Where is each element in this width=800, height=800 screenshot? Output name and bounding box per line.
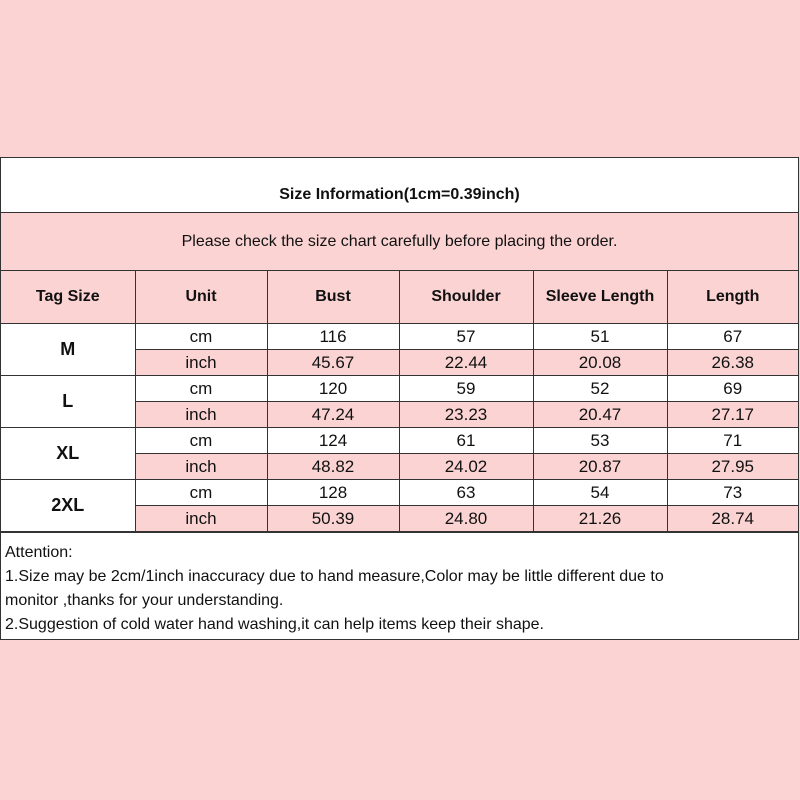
- bust-cell: 48.82: [267, 454, 399, 480]
- sleeve-length-cell: 21.26: [533, 506, 667, 532]
- unit-cell: inch: [135, 402, 267, 428]
- sleeve-length-cell: 51: [533, 324, 667, 350]
- sleeve-length-cell: 20.87: [533, 454, 667, 480]
- unit-cell: inch: [135, 506, 267, 532]
- tag-size-cell: M: [1, 324, 135, 376]
- table-row: [1, 480, 798, 506]
- shoulder-cell: 24.02: [399, 454, 533, 480]
- attention-line: 1.Size may be 2cm/1inch inaccuracy due to hand measure,Color may be little different due to: [5, 568, 664, 585]
- length-cell: 73: [667, 480, 798, 506]
- attention-heading: Attention:: [5, 544, 73, 561]
- table-header-row: [1, 271, 798, 324]
- length-cell: 27.17: [667, 402, 798, 428]
- sleeve-length-cell: 52: [533, 376, 667, 402]
- attention-notes: [1, 532, 798, 639]
- header-shoulder: Shoulder: [399, 271, 533, 324]
- tag-size-cell: 2XL: [1, 480, 135, 532]
- header-tag-size: Tag Size: [1, 271, 135, 324]
- bust-cell: 116: [267, 324, 399, 350]
- table-row: [1, 428, 798, 454]
- attention-line: monitor ,thanks for your understanding.: [5, 592, 284, 609]
- bust-cell: 124: [267, 428, 399, 454]
- length-cell: 71: [667, 428, 798, 454]
- length-cell: 67: [667, 324, 798, 350]
- sleeve-length-cell: 54: [533, 480, 667, 506]
- table-row: [1, 324, 798, 350]
- length-cell: 26.38: [667, 350, 798, 376]
- shoulder-cell: 23.23: [399, 402, 533, 428]
- length-cell: 27.95: [667, 454, 798, 480]
- bust-cell: 50.39: [267, 506, 399, 532]
- sleeve-length-cell: 20.47: [533, 402, 667, 428]
- shoulder-cell: 63: [399, 480, 533, 506]
- header-unit: Unit: [135, 271, 267, 324]
- header-length: Length: [667, 271, 798, 324]
- unit-cell: cm: [135, 376, 267, 402]
- shoulder-cell: 22.44: [399, 350, 533, 376]
- bust-cell: 128: [267, 480, 399, 506]
- header-bust: Bust: [267, 271, 399, 324]
- table-row: [1, 376, 798, 402]
- order-notice: Please check the size chart carefully before placing the order.: [1, 213, 798, 271]
- sleeve-length-cell: 53: [533, 428, 667, 454]
- shoulder-cell: 59: [399, 376, 533, 402]
- length-cell: 28.74: [667, 506, 798, 532]
- tag-size-cell: XL: [1, 428, 135, 480]
- header-sleeve-length: Sleeve Length: [533, 271, 667, 324]
- tag-size-cell: L: [1, 376, 135, 428]
- chart-title: Size Information(1cm=0.39inch): [1, 158, 798, 213]
- bust-cell: 120: [267, 376, 399, 402]
- attention-line: 2.Suggestion of cold water hand washing,it can help items keep their shape.: [5, 616, 544, 633]
- shoulder-cell: 57: [399, 324, 533, 350]
- shoulder-cell: 61: [399, 428, 533, 454]
- bust-cell: 47.24: [267, 402, 399, 428]
- shoulder-cell: 24.80: [399, 506, 533, 532]
- size-table: [1, 271, 798, 532]
- unit-cell: inch: [135, 350, 267, 376]
- unit-cell: cm: [135, 480, 267, 506]
- length-cell: 69: [667, 376, 798, 402]
- bust-cell: 45.67: [267, 350, 399, 376]
- size-chart: [0, 157, 799, 640]
- sleeve-length-cell: 20.08: [533, 350, 667, 376]
- unit-cell: inch: [135, 454, 267, 480]
- unit-cell: cm: [135, 428, 267, 454]
- unit-cell: cm: [135, 324, 267, 350]
